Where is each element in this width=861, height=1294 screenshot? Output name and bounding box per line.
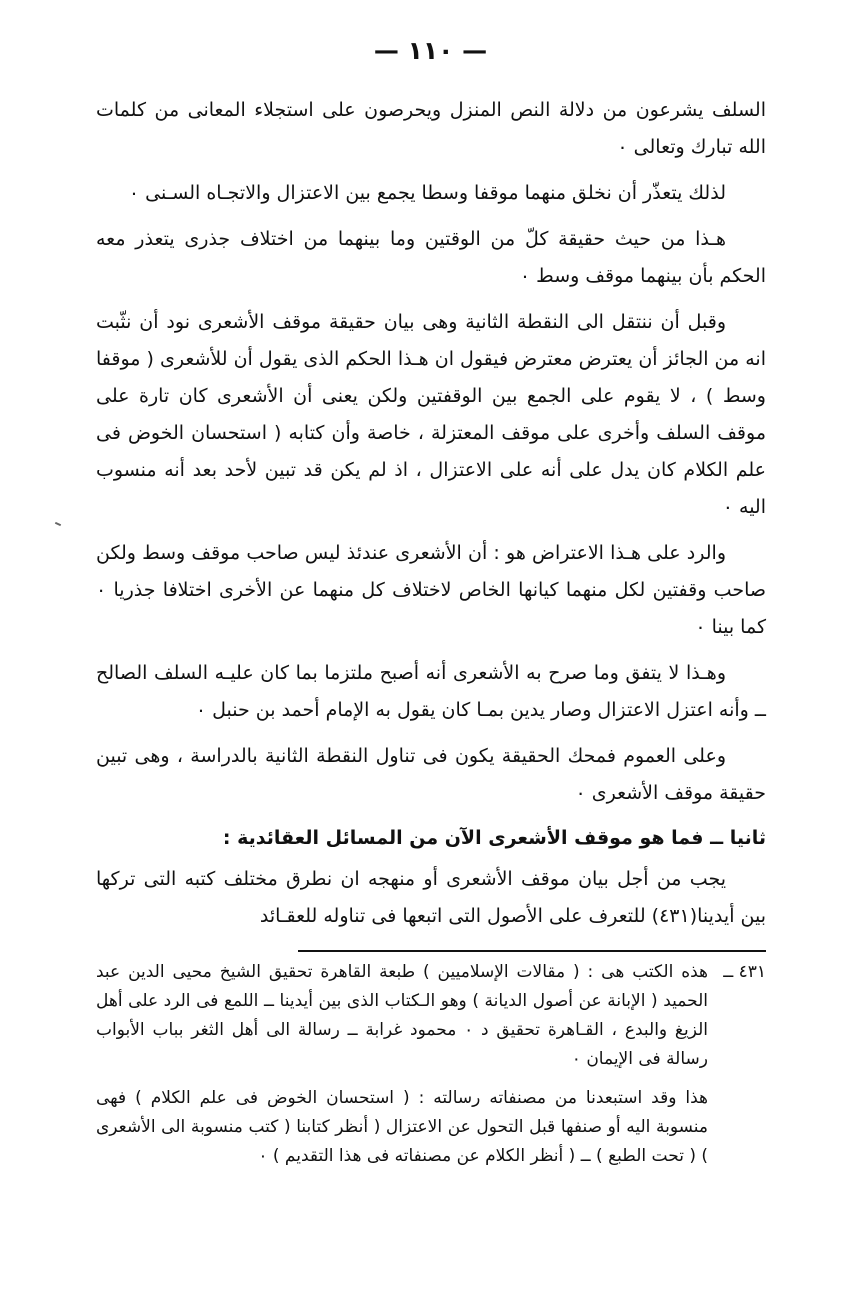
paragraph-6: وهـذا لا يتفق وما صرح به الأشعرى أنه أصبح ملتزما بما كان عليـه السلف الصالح ــ وأنه اعتزل الاعتزال وصار يدين بمـا كان يقول به الإمام أحمد بن حنبل ٠: [96, 662, 766, 721]
section-heading: ثانيا ــ فما هو موقف الأشعرى الآن من المسائل العقائدية :: [222, 827, 766, 849]
footnotes: [96, 958, 766, 1171]
paragraph-4: وقبل أن ننتقل الى النقطة الثانية وهى بيان حقيقة موقف الأشعرى نود أن نثّبت انه من الجائز أن يعترض معترض فيقول ان هـذا الحكم الذى يقول أن للأشعرى ( موقفا وسط ) ، لا يقوم على الجمع بين الوقفتين ولكن يعنى أن الأشعرى كان تارة على موقف السلف وأخرى على موقف المعتزلة ، خاصة وأن كتابه ( استحسان الخوض فى علم الكلام كان يدل على أنه على الاعتزال ، اذ لم يكن قد تبين لأحد بعد أنه منسوب اليه ٠: [96, 311, 766, 518]
page-number: — ١١٠ —: [373, 36, 488, 65]
paragraph-1: السلف يشرعون من دلالة النص المنزل ويحرصون على استجلاء المعانى من كلمات الله تبارك وتعالى ٠: [96, 99, 766, 158]
footnote-text: هذه الكتب هى : ( مقالات الإسلاميين ) طبعة القاهرة تحقيق الشيخ محيى الدين عبد الحميد ( الإبانة عن أصول الديانة ) وهو الـكتاب الذى بين أيدينا ــ اللمع فى الرد على أهل الزيغ والبدع ، القـاهرة تحقيق د ٠ محمود غرابة ــ رسالة الى أهل الثغر بباب الأبواب رسالة فى الإيمان ٠: [96, 962, 708, 1069]
paragraph-7: وعلى العموم فمحك الحقيقة يكون فى تناول النقطة الثانية بالدراسة ، وهى تبين حقيقة موقف الأشعرى ٠: [96, 745, 766, 804]
footnote-note: هذا وقد استبعدنا من مصنفاته رسالته : ( استحسان الخوض فى علم الكلام ) فهى منسوبة اليه أو صنفها قبل التحول عن الاعتزال ( أنظر كتابنا ( كتب منسوبة الى الأشعرى ) ( تحت الطبع ) ــ ( أنظر الكلام عن مصنفاته فى هذا التقديم ) ٠: [96, 1088, 708, 1166]
paragraph-after-heading: يجب من أجل بيان موقف الأشعرى أو منهجه ان نطرق مختلف كتبه التى تركها بين أيدينا(٤٣١) للتعرف على الأصول التى اتبعها فى تناوله للعقـائد: [96, 868, 766, 927]
margin-mark: [55, 522, 61, 526]
paragraph-3: هـذا من حيث حقيقة كلّ من الوقتين وما بينهما من اختلاف جذرى يتعذر معه الحكم بأن بينهما موقف وسط ٠: [96, 228, 766, 287]
footnote-431: [96, 958, 766, 1074]
paragraph-5: والرد على هـذا الاعتراض هو : أن الأشعرى عندئذ ليس صاحب موقف وسط ولكن صاحب وقفتين لكل منهما كيانها الخاص لاختلاف كل منهما عن الأخرى اختلافا جذريا ٠ كما بينا ٠: [96, 542, 766, 638]
main-text: [96, 92, 766, 944]
footnote-separator: [298, 950, 766, 952]
footnote-number: ٤٣١ ــ: [723, 962, 766, 982]
paragraph-2: لذلك يتعذّر أن نخلق منهما موقفا وسطا يجمع بين الاعتزال والاتجـاه السـنى ٠: [128, 182, 726, 204]
